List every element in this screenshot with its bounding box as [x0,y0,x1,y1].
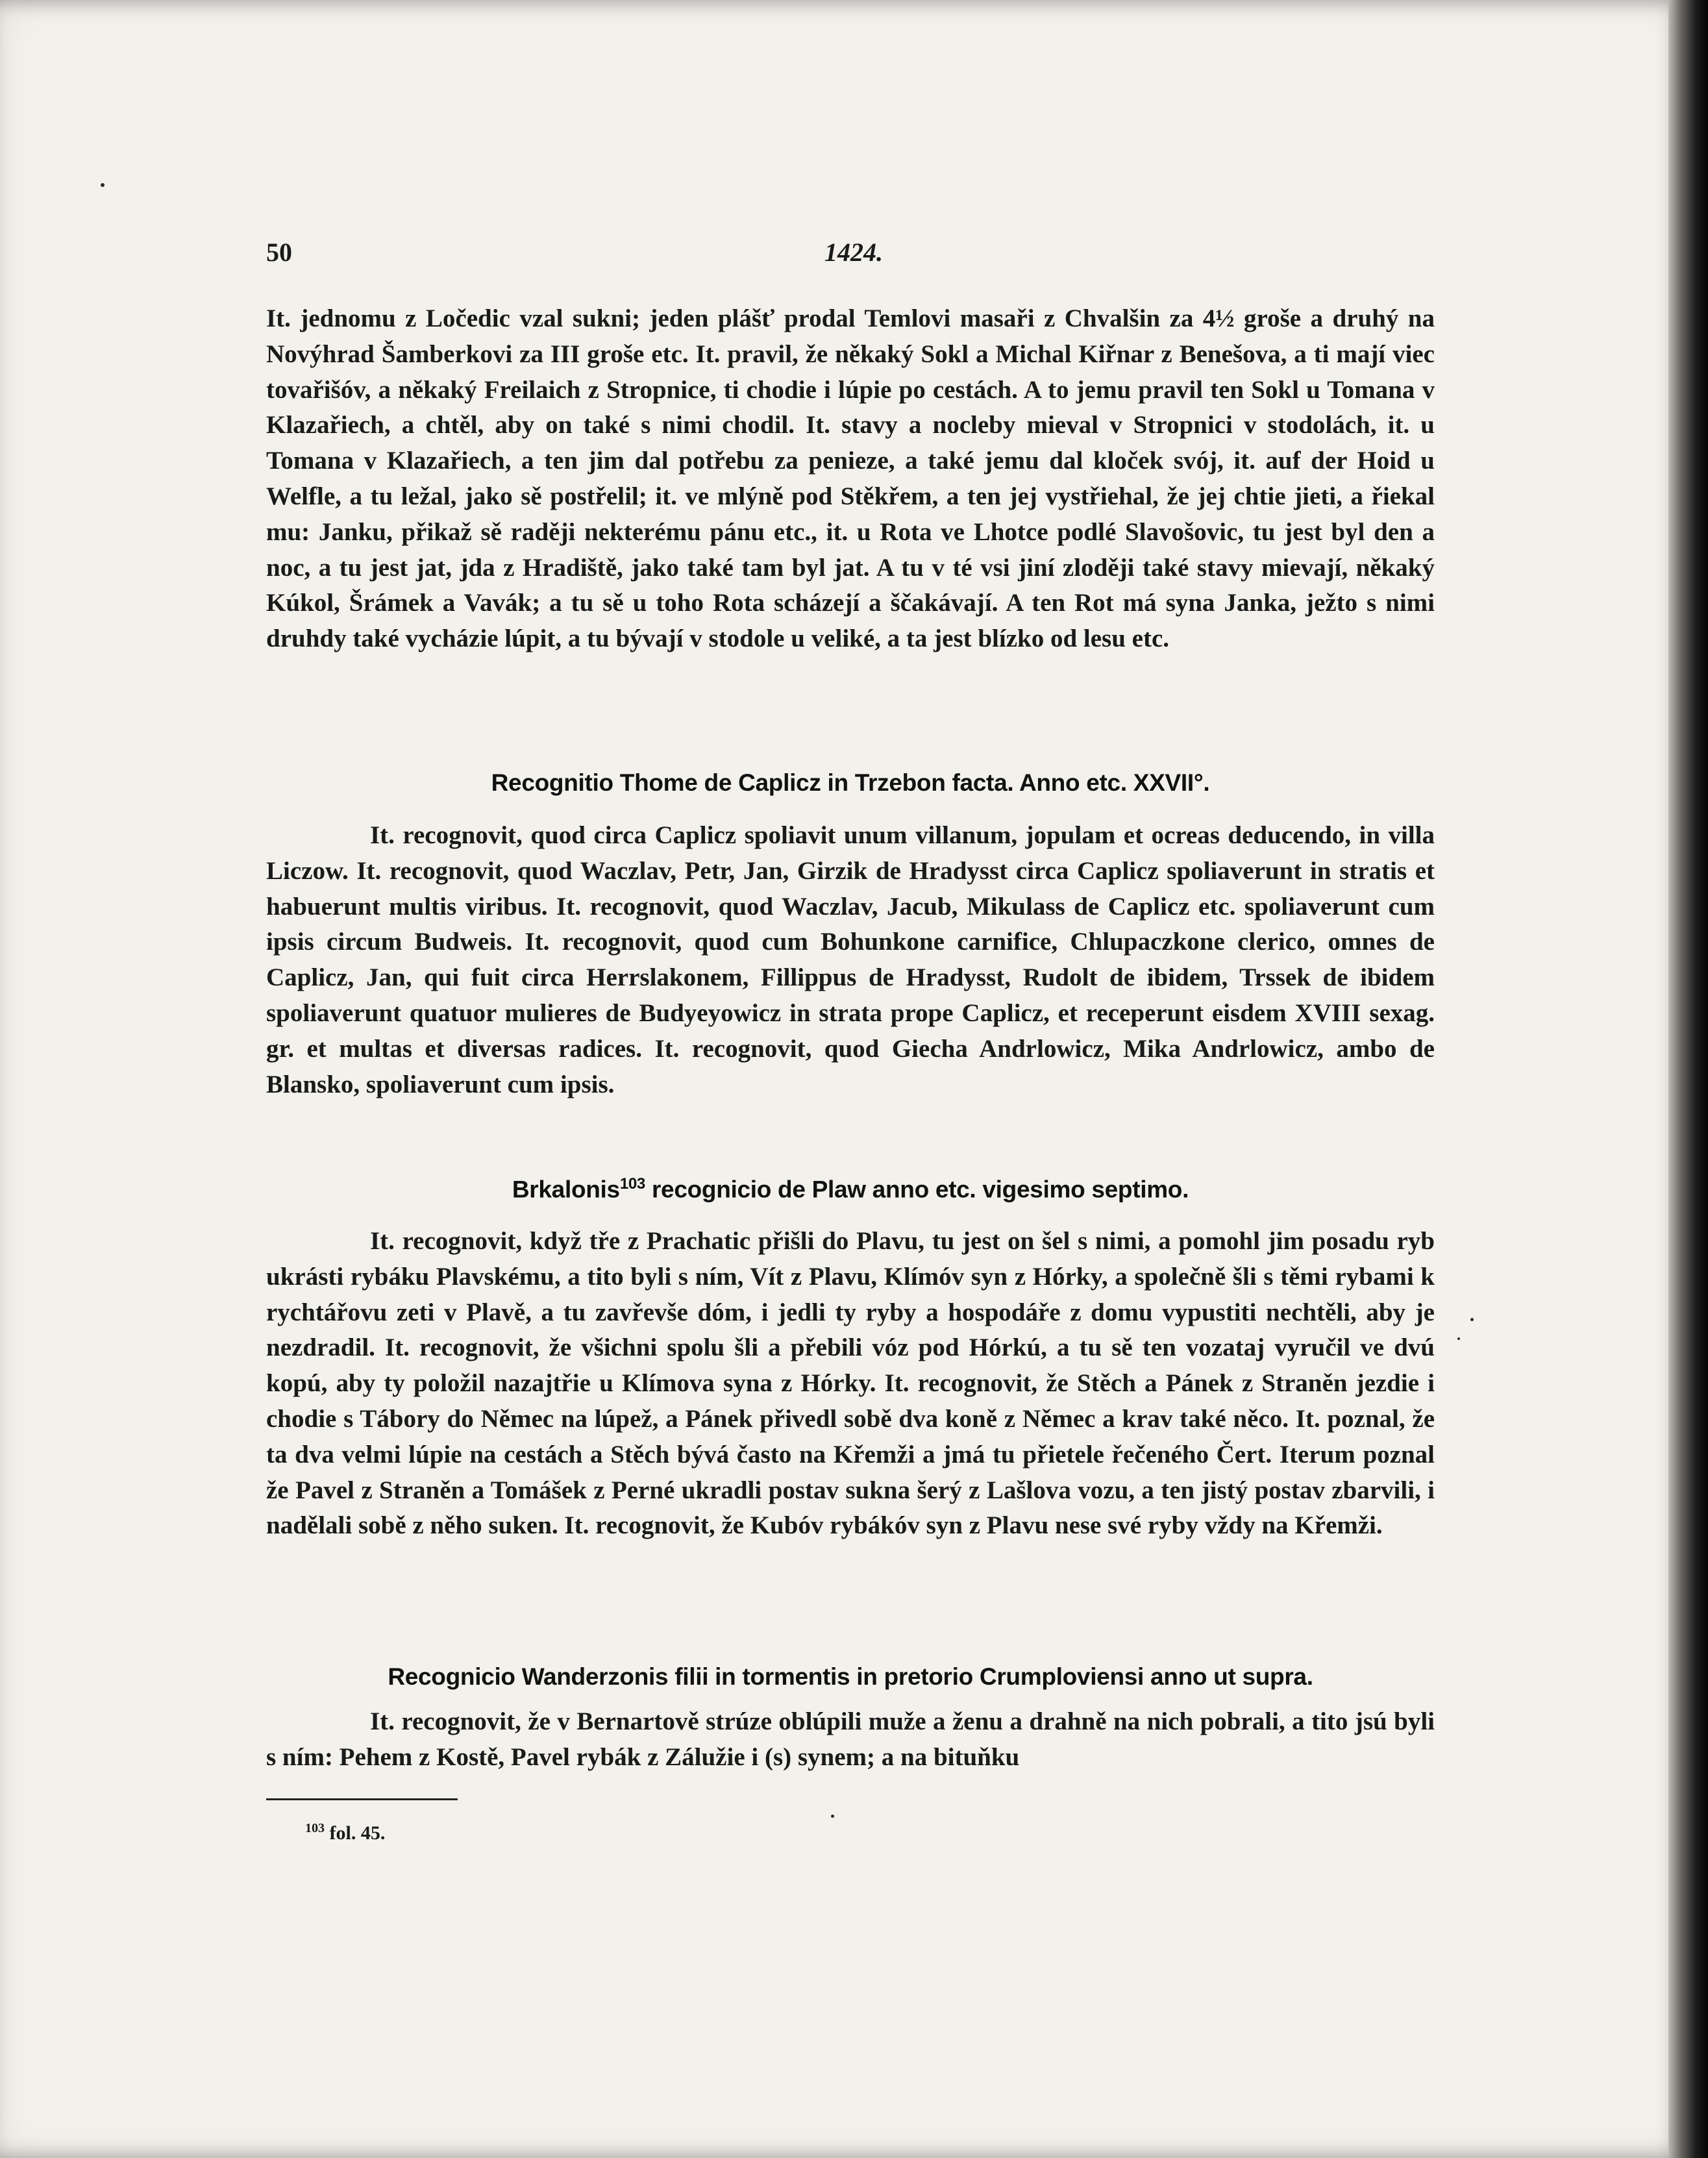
book-spine-shadow [1668,0,1708,2158]
page-header [266,237,1435,276]
heading-brkalonis [266,1175,1435,1203]
footnote-marker: 103 [619,1175,645,1193]
footnote-text: fol. 45. [329,1822,386,1844]
heading-brkalonis-rest: recognicio de Plaw anno etc. vigesimo septimo. [651,1176,1189,1203]
paragraph-thome: It. recognovit, quod circa Caplicz spoliavit unum villanum, jopulam et ocreas deducendo, in villa Liczow. It. recognovit, quod Waczlav, Petr, Jan, Girzik de Hradysst circa Caplicz spoliaverunt in stratis et habuerunt multis viribus. It. recognovit, quod Waczlav, Jacub, Mikulass de Caplicz etc. spoliaverunt cum ipsis circum Budweis. It. recognovit, quod cum Bohunkone carnifice, Chlupaczkone clerico, omnes de Caplicz, Jan, qui fuit circa Herrslakonem, Fillippus de Hradysst, Rudolt de ibidem, Trssek de ibidem spoliaverunt quatuor mulieres de Budyeyowicz in strata prope Caplicz, et receperunt eisdem XVIII sexag. gr. et multas et diversas radices. It. recognovit, quod Giecha Andrlowicz, Mika Andrlowicz, ambo de Blansko, spoliaverunt cum ipsis. [266,821,1435,1098]
page-number: 50 [266,238,292,267]
footnote-number: 103 [305,1821,325,1835]
scan-speck [1457,1337,1460,1340]
scan-speck [831,1815,834,1818]
footnote-rule [266,1798,458,1800]
scan-speck [101,183,105,187]
paragraph-wanderzonis: It. recognovit, že v Bernartově strúze oblúpili muže a ženu a drahně na nich pobrali, a tito jsú byli s ním: Pehem z Kostě, Pavel rybák z Zálužie i (s) synem; a na bituňku [266,1707,1435,1771]
scan-speck [1470,1318,1474,1321]
year-heading: 1424. [824,238,883,267]
footnote [305,1821,385,1844]
heading-wanderzonis: Recognicio Wanderzonis filii in tormentis in pretorio Crumploviensi anno ut supra. [388,1663,1313,1690]
heading-brkalonis-name: Brkalonis [512,1176,620,1203]
paragraph-brkalonis: It. recognovit, když tře z Prachatic přišli do Plavu, tu jest on šel s nimi, a pomohl jim posadu ryb ukrásti rybáku Plavskému, a tito byli s ním, Vít z Plavu, Klímóv syn z Hórky, a společně šli s těmi rybami k rychtářovu zeti v Plavě, a tu zavřevše dóm, i jedli ty ryby a hospodáře z domu vypustiti nechtěli, aby je nezdradil. It. recognovit, že všichni spolu šli a přebili vóz pod Hórkú, a tu sě ten vozataj vyručil ve dvú kopú, aby ty položil nazajtřie u Klímova syna z Hórky. It. recognovit, že Stěch a Pánek z Straněn jezdie i chodie s Tábory do Němec na lúpež, a Pánek přivedl sobě dva koně z Němec a krav také něco. It. poznal, že ta dva velmi lúpie na cestách a Stěch bývá často na Křemži a jmá tu přietele řečeného Čert. Iterum poznal že Pavel z Straněn a Tomášek z Perné ukradli postav sukna šerý z Lašlova vozu, a ten jistý postav zbarvili, i nadělali sobě z něho suken. It. recognovit, že Kubóv rybákóv syn z Plavu nese své ryby vždy na Křemži. [266,1227,1435,1540]
paragraph-intro: It. jednomu z Ločedic vzal sukni; jeden plášť prodal Temlovi masaři z Chvalšin za 4½ groše a druhý na Novýhrad Šamberkovi za III groše etc. It. pravil, že někaký Sokl a Michal Kiřnar z Benešova, a ti mají viec tovařišóv, a někaký Freilaich z Stropnice, ti chodie i lúpie po cestách. A to jemu pravil ten Sokl u Tomana v Klazařiech, a chtěl, aby on také s nimi chodil. It. stavy a nocleby mieval v Stropnici v stodolách, it. u Tomana v Klazařiech, a ten jim dal potřebu za penieze, a také jemu dal kloček svój, it. auf der Hoid u Welfle, a tu ležal, jako sě postřelil; it. ve mlýně pod Stěkřem, a ten jej vystřiehal, že jej chtie jieti, a řiekal mu: Janku, přikaž sě raději nekterému pánu etc., it. u Rota ve Lhotce podlé Slavošovic, tu jest byl den a noc, a tu jest jat, jda z Hradiště, jako také tam byl jat. A tu v té vsi jiní zloději také stavy mievají, někaký Kúkol, Šrámek a Vavák; a tu sě u toho Rota scházejí a ščakávají. A ten Rot má syna Janka, ježto s nimi druhdy také vycházie lúpit, a tu bývají v stodole u veliké, a ta jest blízko od lesu etc. [266,304,1435,653]
heading-thome: Recognitio Thome de Caplicz in Trzebon facta. Anno etc. XXVII°. [491,769,1210,796]
